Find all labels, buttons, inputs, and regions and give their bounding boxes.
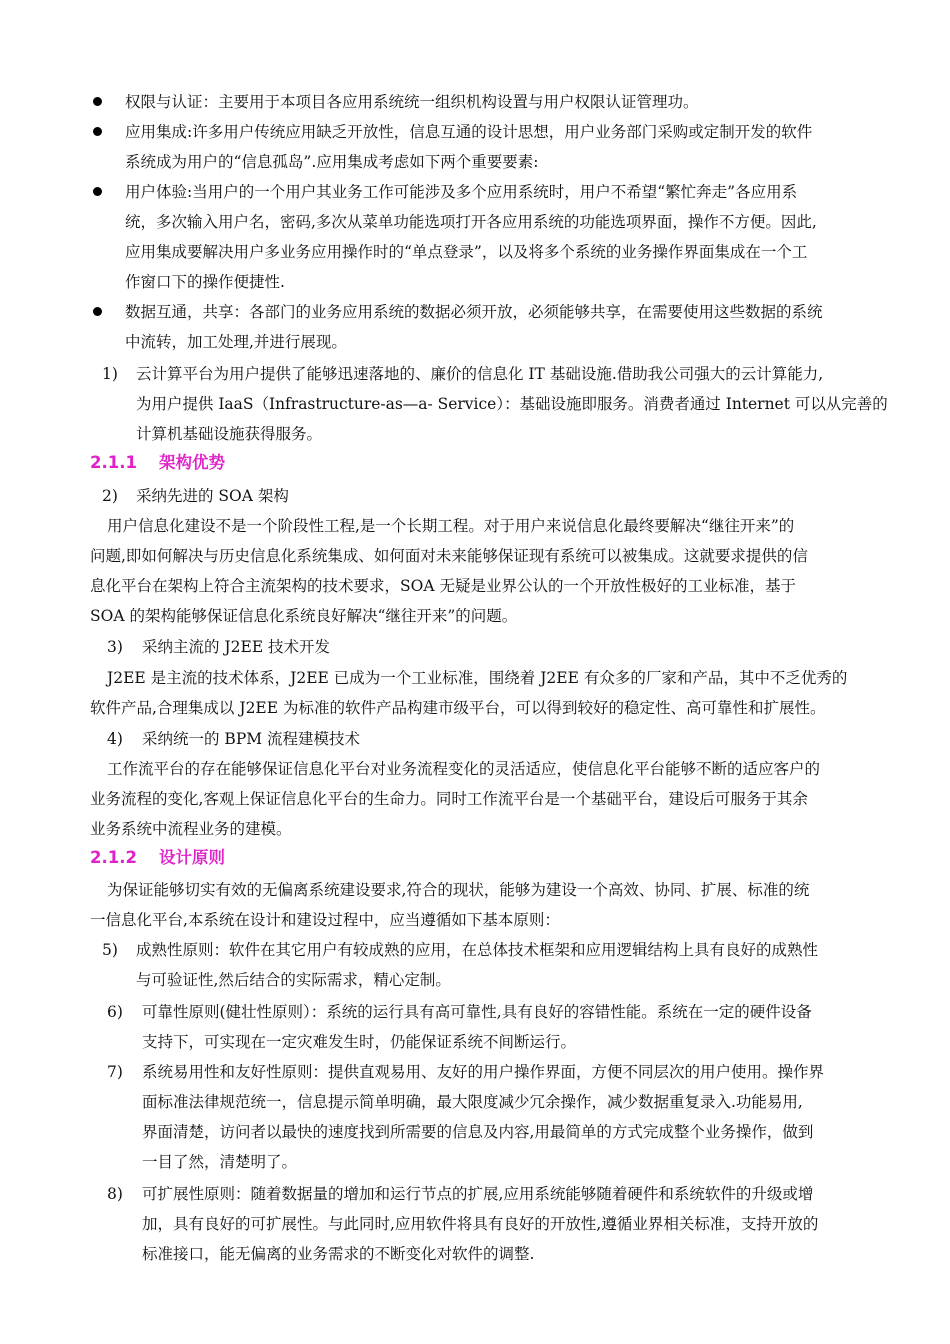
section-title: 架构优势 — [159, 453, 225, 472]
bullet-text: 数据互通，共享：各部门的业务应用系统的数据必须开放，必须能够共享，在需要使用这些数据的系统 — [125, 303, 823, 321]
paragraph-line: SOA 的架构能够保证信息化系统良好解决“继往开来”的问题。 — [90, 607, 518, 625]
list-number: 6) — [107, 1003, 123, 1021]
paragraph-line: 一信息化平台,本系统在设计和建设过程中，应当遵循如下基本原则： — [90, 911, 560, 929]
list-item-text: 成熟性原则：软件在其它用户有较成熟的应用，在总体技术框架和应用逻辑结构上具有良好的成熟性 — [136, 941, 819, 959]
list-item-text: 加，具有良好的可扩展性。与此同时,应用软件将具有良好的开放性,遵循业界相关标准，支持开放的 — [142, 1215, 819, 1233]
list-item-text: 可靠性原则(健壮性原则）：系统的运行具有高可靠性,具有良好的容错性能。系统在一定的硬件设备 — [142, 1003, 812, 1021]
bullet-text: 权限与认证：主要用于本项目各应用系统统一组织机构设置与用户权限认证管理功。 — [125, 93, 699, 111]
list-item-text: 一目了然，清楚明了。 — [142, 1153, 298, 1171]
bullet-text: 用户体验:当用户的一个用户其业务工作可能涉及多个应用系统时，用户不希望“繁忙奔走”各应用系 — [125, 183, 798, 201]
bullet-text: 统，多次输入用户名，密码,多次从菜单功能选项打开各应用系统的功能选项界面，操作不方便。因此, — [125, 213, 817, 231]
paragraph-line: 为保证能够切实有效的无偏离系统建设要求,符合的现状，能够为建设一个高效、协同、扩展、标准的统 — [107, 881, 810, 899]
paragraph-line: 问题,即如何解决与历史信息化系统集成、如何面对未来能够保证现有系统可以被集成。这就要求提供的信 — [90, 547, 808, 565]
bullet-dot — [93, 187, 102, 196]
list-item-text: 与可验证性,然后结合的实际需求，精心定制。 — [136, 971, 451, 989]
list-number: 4) — [107, 730, 123, 748]
list-number: 2) — [102, 487, 118, 505]
list-item-text: 计算机基础设施获得服务。 — [136, 425, 323, 443]
section-heading — [90, 452, 225, 474]
list-item-text: 云计算平台为用户提供了能够迅速落地的、廉价的信息化 IT 基础设施.借助我公司强大的云计算能力, — [136, 365, 824, 383]
list-number: 5) — [102, 941, 118, 959]
list-item-text: 系统易用性和友好性原则：提供直观易用、友好的用户操作界面，方便不同层次的用户使用。操作界 — [142, 1063, 825, 1081]
list-number: 1) — [102, 365, 118, 383]
section-number: 2.1.1 — [90, 453, 137, 472]
paragraph-line: 业务流程的变化,客观上保证信息化平台的生命力。同时工作流平台是一个基础平台，建设后可服务于其余 — [90, 790, 808, 808]
list-number: 3) — [107, 638, 123, 656]
paragraph-line: 息化平台在架构上符合主流架构的技术要求，SOA 无疑是业界公认的一个开放性极好的工业标准，基于 — [90, 577, 796, 595]
bullet-text: 应用集成要解决用户多业务应用操作时的“单点登录”，以及将多个系统的业务操作界面集成在一个工 — [125, 243, 808, 261]
paragraph-line: J2EE 是主流的技术体系，J2EE 已成为一个工业标准，围绕着 J2EE 有众多的厂家和产品，其中不乏优秀的 — [107, 669, 848, 687]
bullet-dot — [93, 307, 102, 316]
list-item-text: 采纳统一的 BPM 流程建模技术 — [142, 730, 361, 748]
paragraph-line: 软件产品,合理集成以 J2EE 为标准的软件产品构建市级平台，可以得到较好的稳定性、高可靠性和扩展性。 — [90, 699, 826, 717]
bullet-text: 应用集成:许多用户传统应用缺乏开放性，信息互通的设计思想，用户业务部门采购或定制开发的软件 — [125, 123, 813, 141]
list-item-text: 界面清楚，访问者以最快的速度找到所需要的信息及内容,用最简单的方式完成整个业务操作，做到 — [142, 1123, 814, 1141]
list-item-text: 采纳先进的 SOA 架构 — [136, 487, 289, 505]
bullet-text: 系统成为用户的“信息孤岛”.应用集成考虑如下两个重要要素: — [125, 153, 539, 171]
list-number: 8) — [107, 1185, 123, 1203]
bullet-text: 中流转，加工处理,并进行展现。 — [125, 333, 347, 351]
section-title: 设计原则 — [159, 848, 225, 867]
section-number: 2.1.2 — [90, 848, 137, 867]
bullet-text: 作窗口下的操作便捷性. — [125, 273, 285, 291]
list-item-text: 可扩展性原则：随着数据量的增加和运行节点的扩展,应用系统能够随着硬件和系统软件的升级或增 — [142, 1185, 814, 1203]
paragraph-line: 工作流平台的存在能够保证信息化平台对业务流程变化的灵活适应，使信息化平台能够不断的适应客户的 — [107, 760, 821, 778]
list-item-text: 标准接口，能无偏离的业务需求的不断变化对软件的调整. — [142, 1245, 535, 1263]
section-heading — [90, 847, 225, 869]
bullet-dot — [93, 127, 102, 136]
paragraph-line: 业务系统中流程业务的建模。 — [90, 820, 292, 838]
bullet-dot — [93, 97, 102, 106]
list-number: 7) — [107, 1063, 123, 1081]
list-item-text: 面标准法律规范统一，信息提示简单明确，最大限度减少冗余操作，减少数据重复录入.功能易用, — [142, 1093, 803, 1111]
paragraph-line: 用户信息化建设不是一个阶段性工程,是一个长期工程。对于用户来说信息化最终要解决“继往开来”的 — [107, 517, 795, 535]
list-item-text: 采纳主流的 J2EE 技术开发 — [142, 638, 331, 656]
list-item-text: 为用户提供 IaaS（Infrastructure-as—a- Service）：基础设施即服务。消费者通过 Internet 可以从完善的 — [136, 395, 888, 413]
list-item-text: 支持下，可实现在一定灾难发生时，仍能保证系统不间断运行。 — [142, 1033, 577, 1051]
